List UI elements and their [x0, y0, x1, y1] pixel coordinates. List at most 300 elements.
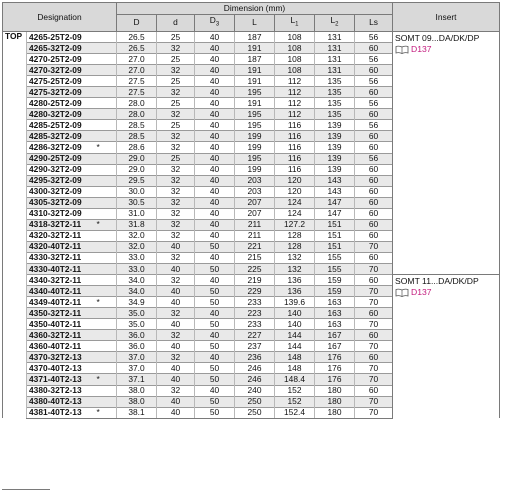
value-cell: 29.0 — [117, 153, 157, 164]
value-cell: 28.5 — [117, 120, 157, 131]
value-cell: 40 — [195, 87, 235, 98]
value-cell: 50 — [195, 341, 235, 352]
value-cell: 40 — [157, 396, 195, 407]
value-cell: 26.5 — [117, 32, 157, 43]
designation-cell: 4370-32T2-13 — [27, 352, 95, 363]
value-cell: 50 — [195, 241, 235, 252]
designation-cell: 4280-32T2-09 — [27, 109, 95, 120]
value-cell: 70 — [355, 341, 393, 352]
insert-reference[interactable] — [395, 45, 497, 54]
value-cell: 56 — [355, 98, 393, 109]
value-cell: 60 — [355, 252, 393, 263]
value-cell: 36.0 — [117, 341, 157, 352]
value-cell: 203 — [235, 186, 275, 197]
value-cell: 70 — [355, 396, 393, 407]
value-cell: 60 — [355, 175, 393, 186]
designation-cell: 4286-32T2-09 — [27, 142, 95, 153]
value-cell: 32 — [157, 109, 195, 120]
value-cell: 27.5 — [117, 87, 157, 98]
designation-cell: 4350-32T2-11 — [27, 308, 95, 319]
designation-header: Designation — [3, 3, 117, 32]
value-cell: 25 — [157, 153, 195, 164]
value-cell: 148 — [275, 363, 315, 374]
value-cell: 60 — [355, 275, 393, 286]
value-cell: 32 — [157, 186, 195, 197]
value-cell: 136 — [275, 286, 315, 297]
value-cell: 40 — [195, 76, 235, 87]
value-cell: 50 — [195, 363, 235, 374]
designation-cell: 4350-40T2-11 — [27, 319, 95, 330]
column-header: D — [117, 14, 157, 31]
mark-cell — [95, 385, 117, 396]
insert-reference[interactable] — [395, 288, 497, 297]
mark-cell — [95, 275, 117, 286]
value-cell: 152 — [275, 396, 315, 407]
value-cell: 40 — [157, 319, 195, 330]
value-cell: 131 — [315, 54, 355, 65]
table-row — [3, 275, 500, 286]
mark-cell — [95, 131, 117, 142]
value-cell: 120 — [275, 186, 315, 197]
value-cell: 40 — [195, 330, 235, 341]
value-cell: 195 — [235, 109, 275, 120]
value-cell: 167 — [315, 330, 355, 341]
mark-cell — [95, 263, 117, 274]
column-header: Ls — [355, 14, 393, 31]
value-cell: 148.4 — [275, 374, 315, 385]
value-cell: 29.5 — [117, 175, 157, 186]
value-cell: 176 — [315, 352, 355, 363]
value-cell: 32 — [157, 352, 195, 363]
value-cell: 143 — [315, 186, 355, 197]
value-cell: 32 — [157, 131, 195, 142]
value-cell: 40 — [195, 109, 235, 120]
mark-cell — [95, 308, 117, 319]
value-cell: 144 — [275, 341, 315, 352]
mark-cell — [95, 319, 117, 330]
value-cell: 40 — [195, 252, 235, 263]
value-cell: 26.5 — [117, 43, 157, 54]
value-cell: 40 — [195, 164, 235, 175]
mark-cell: * — [95, 407, 117, 418]
designation-cell: 4280-25T2-09 — [27, 98, 95, 109]
value-cell: 40 — [195, 65, 235, 76]
value-cell: 30.0 — [117, 186, 157, 197]
value-cell: 116 — [275, 164, 315, 175]
value-cell: 27.0 — [117, 65, 157, 76]
value-cell: 35.0 — [117, 308, 157, 319]
value-cell: 40 — [195, 308, 235, 319]
value-cell: 112 — [275, 98, 315, 109]
value-cell: 60 — [355, 131, 393, 142]
value-cell: 131 — [315, 43, 355, 54]
value-cell: 227 — [235, 330, 275, 341]
value-cell: 34.9 — [117, 297, 157, 308]
value-cell: 32 — [157, 219, 195, 230]
value-cell: 246 — [235, 363, 275, 374]
value-cell: 140 — [275, 319, 315, 330]
mark-cell: * — [95, 142, 117, 153]
value-cell: 147 — [315, 208, 355, 219]
value-cell: 195 — [235, 87, 275, 98]
value-cell: 40 — [195, 98, 235, 109]
mark-cell — [95, 32, 117, 43]
value-cell: 28.5 — [117, 131, 157, 142]
value-cell: 187 — [235, 32, 275, 43]
reference-code: D137 — [411, 287, 432, 298]
value-cell: 151 — [315, 230, 355, 241]
value-cell: 40 — [157, 297, 195, 308]
value-cell: 199 — [235, 164, 275, 175]
mark-cell — [95, 330, 117, 341]
value-cell: 116 — [275, 120, 315, 131]
value-cell: 50 — [195, 286, 235, 297]
mark-cell — [95, 197, 117, 208]
value-cell: 32 — [157, 230, 195, 241]
mark-cell — [95, 286, 117, 297]
mark-cell — [95, 175, 117, 186]
designation-cell: 4370-40T2-13 — [27, 363, 95, 374]
value-cell: 215 — [235, 252, 275, 263]
value-cell: 60 — [355, 65, 393, 76]
value-cell: 70 — [355, 319, 393, 330]
value-cell: 60 — [355, 87, 393, 98]
value-cell: 159 — [315, 275, 355, 286]
value-cell: 32 — [157, 175, 195, 186]
value-cell: 203 — [235, 175, 275, 186]
value-cell: 131 — [315, 65, 355, 76]
value-cell: 207 — [235, 208, 275, 219]
dimension-table — [2, 2, 500, 419]
mark-cell — [95, 208, 117, 219]
value-cell: 155 — [315, 263, 355, 274]
value-cell: 40 — [195, 43, 235, 54]
value-cell: 35.0 — [117, 319, 157, 330]
value-cell: 25 — [157, 32, 195, 43]
value-cell: 32 — [157, 65, 195, 76]
value-cell: 221 — [235, 241, 275, 252]
designation-cell: 4310-32T2-09 — [27, 208, 95, 219]
column-header: $D_3$ — [195, 14, 235, 31]
value-cell: 27.5 — [117, 76, 157, 87]
designation-cell: 4270-25T2-09 — [27, 54, 95, 65]
value-cell: 32.0 — [117, 230, 157, 241]
value-cell: 163 — [315, 319, 355, 330]
value-cell: 33.0 — [117, 263, 157, 274]
value-cell: 229 — [235, 286, 275, 297]
value-cell: 199 — [235, 131, 275, 142]
value-cell: 70 — [355, 241, 393, 252]
value-cell: 237 — [235, 341, 275, 352]
value-cell: 139 — [315, 164, 355, 175]
value-cell: 38.0 — [117, 396, 157, 407]
mark-cell — [95, 363, 117, 374]
designation-cell: 4290-32T2-09 — [27, 164, 95, 175]
value-cell: 32 — [157, 385, 195, 396]
insert-cell — [393, 275, 500, 419]
value-cell: 139 — [315, 153, 355, 164]
designation-cell: 4300-32T2-09 — [27, 186, 95, 197]
value-cell: 211 — [235, 219, 275, 230]
mark-cell: * — [95, 297, 117, 308]
value-cell: 191 — [235, 43, 275, 54]
insert-name: SOMT 09...DA/DK/DP — [395, 33, 480, 43]
value-cell: 50 — [195, 263, 235, 274]
value-cell: 28.6 — [117, 142, 157, 153]
insert-cell — [393, 32, 500, 275]
designation-cell: 4349-40T2-11 — [27, 297, 95, 308]
value-cell: 152.4 — [275, 407, 315, 418]
designation-cell: 4285-25T2-09 — [27, 120, 95, 131]
value-cell: 187 — [235, 54, 275, 65]
value-cell: 40 — [157, 407, 195, 418]
designation-cell: 4330-40T2-11 — [27, 263, 95, 274]
designation-cell: 4275-25T2-09 — [27, 76, 95, 87]
mark-cell — [95, 76, 117, 87]
value-cell: 155 — [315, 252, 355, 263]
value-cell: 32 — [157, 164, 195, 175]
value-cell: 180 — [315, 407, 355, 418]
value-cell: 139 — [315, 142, 355, 153]
value-cell: 159 — [315, 286, 355, 297]
value-cell: 70 — [355, 286, 393, 297]
value-cell: 40 — [195, 219, 235, 230]
value-cell: 163 — [315, 308, 355, 319]
value-cell: 233 — [235, 297, 275, 308]
value-cell: 36.0 — [117, 330, 157, 341]
value-cell: 40 — [195, 175, 235, 186]
value-cell: 60 — [355, 164, 393, 175]
book-icon — [395, 288, 409, 297]
value-cell: 40 — [157, 341, 195, 352]
value-cell: 167 — [315, 341, 355, 352]
dimension-header: Dimension (mm) — [117, 3, 393, 15]
value-cell: 56 — [355, 76, 393, 87]
mark-cell — [95, 87, 117, 98]
value-cell: 139.6 — [275, 297, 315, 308]
value-cell: 50 — [195, 297, 235, 308]
designation-cell: 4380-40T2-13 — [27, 396, 95, 407]
mark-cell — [95, 352, 117, 363]
value-cell: 60 — [355, 186, 393, 197]
value-cell: 128 — [275, 230, 315, 241]
value-cell: 40 — [195, 275, 235, 286]
column-header: $L_2$ — [315, 14, 355, 31]
mark-cell — [95, 120, 117, 131]
value-cell: 236 — [235, 352, 275, 363]
mark-cell — [95, 43, 117, 54]
value-cell: 40 — [195, 385, 235, 396]
designation-cell: 4275-32T2-09 — [27, 87, 95, 98]
value-cell: 33.0 — [117, 252, 157, 263]
value-cell: 195 — [235, 120, 275, 131]
value-cell: 50 — [195, 319, 235, 330]
mark-cell — [95, 164, 117, 175]
value-cell: 147 — [315, 197, 355, 208]
value-cell: 60 — [355, 219, 393, 230]
column-header: $L_1$ — [275, 14, 315, 31]
value-cell: 219 — [235, 275, 275, 286]
value-cell: 32 — [157, 87, 195, 98]
insert-header: Insert — [393, 3, 500, 32]
designation-cell: 4305-32T2-09 — [27, 197, 95, 208]
designation-cell: 4340-40T2-11 — [27, 286, 95, 297]
book-icon — [395, 45, 409, 54]
designation-cell: 4295-32T2-09 — [27, 175, 95, 186]
insert-name: SOMT 11...DA/DK/DP — [395, 276, 479, 287]
mark-cell — [95, 186, 117, 197]
value-cell: 40 — [195, 153, 235, 164]
value-cell: 34.0 — [117, 286, 157, 297]
designation-cell: 4360-40T2-11 — [27, 341, 95, 352]
value-cell: 56 — [355, 54, 393, 65]
column-header: L — [235, 14, 275, 31]
value-cell: 116 — [275, 153, 315, 164]
value-cell: 34.0 — [117, 275, 157, 286]
value-cell: 25 — [157, 54, 195, 65]
value-cell: 135 — [315, 98, 355, 109]
designation-cell: 4320-40T2-11 — [27, 241, 95, 252]
value-cell: 31.0 — [117, 208, 157, 219]
value-cell: 25 — [157, 98, 195, 109]
value-cell: 60 — [355, 208, 393, 219]
designation-cell: 4318-32T2-11 — [27, 219, 95, 230]
value-cell: 40 — [157, 263, 195, 274]
designation-cell: 4340-32T2-11 — [27, 275, 95, 286]
value-cell: 25 — [157, 76, 195, 87]
value-cell: 140 — [275, 308, 315, 319]
value-cell: 136 — [275, 275, 315, 286]
value-cell: 60 — [355, 352, 393, 363]
value-cell: 116 — [275, 131, 315, 142]
value-cell: 40 — [195, 208, 235, 219]
value-cell: 223 — [235, 308, 275, 319]
designation-cell: 4285-32T2-09 — [27, 131, 95, 142]
value-cell: 139 — [315, 131, 355, 142]
value-cell: 31.8 — [117, 219, 157, 230]
value-cell: 40 — [195, 120, 235, 131]
designation-cell: 4360-32T2-11 — [27, 330, 95, 341]
value-cell: 191 — [235, 98, 275, 109]
value-cell: 163 — [315, 297, 355, 308]
value-cell: 56 — [355, 32, 393, 43]
designation-cell: 4380-32T2-13 — [27, 385, 95, 396]
value-cell: 116 — [275, 142, 315, 153]
designation-cell: 4371-40T2-13 — [27, 374, 95, 385]
value-cell: 38.1 — [117, 407, 157, 418]
value-cell: 60 — [355, 109, 393, 120]
value-cell: 38.0 — [117, 385, 157, 396]
value-cell: 29.0 — [117, 164, 157, 175]
value-cell: 70 — [355, 263, 393, 274]
value-cell: 108 — [275, 43, 315, 54]
value-cell: 60 — [355, 142, 393, 153]
value-cell: 60 — [355, 43, 393, 54]
value-cell: 108 — [275, 32, 315, 43]
designation-cell: 4290-25T2-09 — [27, 153, 95, 164]
mark-cell — [95, 153, 117, 164]
value-cell: 148 — [275, 352, 315, 363]
value-cell: 211 — [235, 230, 275, 241]
value-cell: 40 — [157, 374, 195, 385]
mark-cell — [95, 109, 117, 120]
value-cell: 32 — [157, 197, 195, 208]
value-cell: 108 — [275, 65, 315, 76]
value-cell: 132 — [275, 263, 315, 274]
value-cell: 112 — [275, 87, 315, 98]
value-cell: 60 — [355, 230, 393, 241]
value-cell: 225 — [235, 263, 275, 274]
value-cell: 127.2 — [275, 219, 315, 230]
value-cell: 56 — [355, 120, 393, 131]
footnote-rule — [2, 489, 50, 490]
value-cell: 32 — [157, 43, 195, 54]
value-cell: 40 — [195, 352, 235, 363]
value-cell: 176 — [315, 363, 355, 374]
value-cell: 70 — [355, 363, 393, 374]
value-cell: 30.5 — [117, 197, 157, 208]
value-cell: 240 — [235, 385, 275, 396]
value-cell: 27.0 — [117, 54, 157, 65]
value-cell: 151 — [315, 219, 355, 230]
mark-cell — [95, 341, 117, 352]
value-cell: 112 — [275, 76, 315, 87]
value-cell: 70 — [355, 407, 393, 418]
value-cell: 135 — [315, 87, 355, 98]
value-cell: 233 — [235, 319, 275, 330]
value-cell: 60 — [355, 197, 393, 208]
mark-cell — [95, 396, 117, 407]
value-cell: 50 — [195, 374, 235, 385]
value-cell: 124 — [275, 208, 315, 219]
value-cell: 132 — [275, 252, 315, 263]
value-cell: 32 — [157, 275, 195, 286]
mark-cell — [95, 65, 117, 76]
value-cell: 60 — [355, 385, 393, 396]
table-row — [3, 32, 500, 43]
value-cell: 191 — [235, 65, 275, 76]
value-cell: 135 — [315, 109, 355, 120]
value-cell: 180 — [315, 396, 355, 407]
value-cell: 124 — [275, 197, 315, 208]
value-cell: 112 — [275, 109, 315, 120]
value-cell: 25 — [157, 120, 195, 131]
mark-cell: * — [95, 374, 117, 385]
value-cell: 32 — [157, 252, 195, 263]
value-cell: 151 — [315, 241, 355, 252]
value-cell: 195 — [235, 153, 275, 164]
value-cell: 40 — [157, 286, 195, 297]
designation-cell: 4265-25T2-09 — [27, 32, 95, 43]
value-cell: 250 — [235, 407, 275, 418]
value-cell: 32 — [157, 330, 195, 341]
value-cell: 128 — [275, 241, 315, 252]
value-cell: 40 — [195, 32, 235, 43]
mark-cell — [95, 54, 117, 65]
value-cell: 32 — [157, 142, 195, 153]
value-cell: 37.0 — [117, 352, 157, 363]
value-cell: 246 — [235, 374, 275, 385]
value-cell: 40 — [195, 230, 235, 241]
value-cell: 180 — [315, 385, 355, 396]
reference-code: D137 — [411, 44, 432, 54]
value-cell: 139 — [315, 120, 355, 131]
value-cell: 70 — [355, 297, 393, 308]
value-cell: 144 — [275, 330, 315, 341]
value-cell: 70 — [355, 374, 393, 385]
value-cell: 143 — [315, 175, 355, 186]
mark-cell — [95, 252, 117, 263]
